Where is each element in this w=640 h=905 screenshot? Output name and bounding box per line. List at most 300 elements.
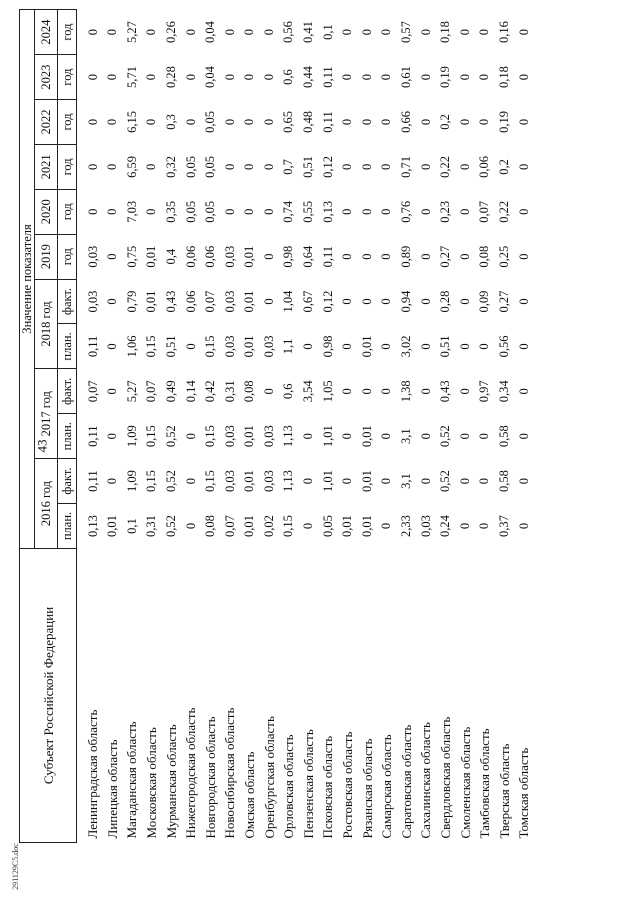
single-year-header: 2021: [35, 144, 58, 189]
value-cell: 0,12: [320, 155, 335, 178]
value-cell: 0: [457, 253, 472, 260]
value-cell: 0,06: [183, 245, 198, 268]
value-cell: 0: [457, 388, 472, 395]
value-cell: 0: [379, 118, 394, 126]
value-cell: 0,01: [242, 245, 257, 268]
table-row: [475, 10, 495, 843]
value-cell: 0: [457, 118, 472, 126]
value-cell: 0: [222, 73, 237, 81]
value-cell: 0: [144, 208, 159, 215]
value-cell: 3,1: [399, 428, 414, 445]
value-cell: 0,11: [320, 111, 335, 133]
year-group-header: 2016 год: [35, 459, 58, 549]
value-cell: 0,56: [281, 21, 296, 44]
value-cell: 0: [379, 253, 394, 260]
document-reference: 291129C5.doc: [10, 843, 20, 890]
value-cell: 5,27: [124, 21, 139, 44]
region-name-cell: Новгородская область: [202, 716, 218, 839]
value-cell: 0,01: [359, 515, 374, 537]
value-cell: 0,24: [438, 515, 453, 537]
year-group-header: 2018 год: [35, 279, 58, 369]
single-year-header: 2020: [35, 189, 58, 234]
value-cell: 0: [105, 73, 120, 81]
value-cell: 0: [379, 208, 394, 215]
value-cell: 0: [418, 163, 433, 170]
value-cell: 0,06: [183, 290, 198, 313]
value-cell: 0: [477, 343, 492, 350]
value-cell: 0: [301, 477, 316, 485]
value-cell: 0: [105, 163, 120, 170]
value-cell: 0,89: [399, 245, 414, 268]
value-cell: 0,58: [497, 470, 512, 493]
table-row: [455, 10, 475, 843]
value-cell: 0: [144, 163, 159, 170]
table-row: [103, 10, 123, 843]
value-cell: 0: [418, 73, 433, 81]
value-cell: 0: [85, 163, 100, 170]
value-cell: 0: [340, 298, 355, 305]
table-row: [299, 10, 319, 843]
value-cell: 0,03: [85, 290, 100, 313]
value-cell: 0,01: [359, 425, 374, 448]
rotated-table-container: [19, 9, 532, 843]
value-cell: 0: [359, 73, 374, 81]
value-cell: 0: [477, 73, 492, 81]
table-row: [279, 10, 299, 843]
region-name-cell: Магаданская область: [124, 721, 140, 839]
value-cell: 2,33: [399, 515, 414, 537]
value-cell: 6,59: [124, 155, 139, 178]
value-cell: 0: [340, 118, 355, 126]
table-row: [122, 10, 142, 843]
value-cell: 0: [261, 118, 276, 126]
value-cell: 0: [516, 388, 531, 395]
value-cell: 0: [516, 253, 531, 260]
value-cell: 0: [301, 343, 316, 350]
value-cell: 0: [516, 163, 531, 170]
value-cell: 0: [183, 522, 198, 530]
value-cell: 0,15: [203, 470, 218, 493]
value-cell: 0,37: [497, 515, 512, 537]
value-cell: 1,01: [320, 425, 335, 448]
value-cell: 0,03: [222, 245, 237, 268]
value-cell: 0: [222, 208, 237, 215]
table-row: [220, 10, 240, 843]
table-row: [377, 10, 397, 843]
value-cell: 0,06: [203, 245, 218, 268]
table-row: [436, 10, 456, 843]
value-cell: 0,42: [203, 380, 218, 403]
value-cell: 0: [516, 298, 531, 305]
value-cell: 0: [359, 163, 374, 170]
value-cell: 0: [457, 163, 472, 170]
value-cell: 0,56: [497, 335, 512, 358]
fact-header: факт.: [58, 279, 77, 324]
region-name-cell: Липецкая область: [104, 739, 120, 839]
value-cell: 0: [261, 163, 276, 170]
value-cell: 0: [516, 208, 531, 215]
value-cell: 6,15: [124, 111, 139, 133]
value-cell: 0,05: [203, 155, 218, 178]
value-cell: 0: [85, 28, 100, 36]
page-number: 43: [34, 439, 50, 453]
value-cell: 0,32: [163, 155, 178, 178]
year-group-header: 2017 год: [35, 369, 58, 459]
value-cell: 0: [105, 208, 120, 215]
value-cell: 0,41: [301, 21, 316, 44]
value-cell: 0,27: [497, 290, 512, 313]
region-name-cell: Тверская область: [496, 743, 512, 839]
value-cell: 0,03: [222, 470, 237, 493]
value-cell: 1,01: [320, 470, 335, 493]
value-cell: 0: [379, 433, 394, 440]
value-cell: 0,11: [85, 470, 100, 492]
region-name-cell: Нижегородская область: [183, 707, 199, 839]
table-row: [181, 10, 201, 843]
value-cell: 0,15: [144, 470, 159, 493]
value-cell: 0,48: [301, 111, 316, 133]
value-cell: 0,28: [163, 66, 178, 89]
region-name-cell: Орловская область: [281, 734, 297, 839]
value-cell: 0,03: [261, 335, 276, 358]
region-name-cell: Ростовская область: [340, 731, 356, 839]
value-cell: 0,01: [242, 515, 257, 537]
value-cell: 1,06: [124, 335, 139, 358]
value-cell: 0: [144, 28, 159, 36]
value-cell: 0,08: [242, 380, 257, 403]
value-cell: 0,14: [183, 380, 198, 403]
value-cell: 0,65: [281, 111, 296, 133]
value-cell: 0: [379, 343, 394, 350]
value-cell: 0,23: [438, 200, 453, 223]
value-cell: 0,07: [85, 380, 100, 403]
table-body: [77, 10, 534, 843]
value-cell: 0,05: [203, 200, 218, 223]
year-suffix-header: год: [58, 189, 77, 234]
value-cell: 3,54: [301, 380, 316, 403]
value-cell: 0: [340, 433, 355, 440]
region-name-cell: Псковская область: [320, 735, 336, 839]
value-cell: 0,67: [301, 290, 316, 313]
value-cell: 0,52: [163, 470, 178, 493]
value-cell: 0,1: [320, 24, 335, 40]
value-cell: 0,08: [203, 515, 218, 537]
value-cell: 0,03: [222, 335, 237, 358]
value-cell: 0: [379, 477, 394, 485]
value-cell: 0: [340, 343, 355, 350]
value-cell: 0,55: [301, 200, 316, 223]
value-cell: 0: [85, 208, 100, 215]
value-cell: 0: [418, 388, 433, 395]
value-cell: 0,61: [399, 66, 414, 89]
region-name-cell: Свердловская область: [437, 716, 453, 839]
value-cell: 0: [183, 28, 198, 36]
table-row: [357, 10, 377, 843]
value-cell: 0: [379, 28, 394, 36]
value-cell: 0: [418, 298, 433, 305]
value-cell: 1,05: [320, 380, 335, 403]
value-cell: 0,22: [438, 155, 453, 178]
value-cell: 0,19: [438, 66, 453, 89]
value-cell: 0,15: [144, 425, 159, 448]
single-year-header: 2022: [35, 100, 58, 145]
value-cell: 0: [261, 208, 276, 215]
value-cell: 0: [359, 388, 374, 395]
table-row: [240, 10, 260, 843]
region-name-cell: Самарская область: [379, 734, 395, 839]
value-cell: 1,13: [281, 470, 296, 493]
value-cell: 5,27: [124, 380, 139, 403]
value-cell: 0,34: [497, 380, 512, 403]
value-cell: 0: [516, 118, 531, 126]
value-cell: 0: [105, 433, 120, 440]
indicator-table: [19, 9, 534, 843]
value-cell: 0,58: [497, 425, 512, 448]
value-cell: 0: [516, 433, 531, 440]
value-cell: 0,11: [320, 66, 335, 88]
value-cell: 0: [105, 477, 120, 485]
value-cell: 0: [418, 343, 433, 350]
value-cell: 0,43: [438, 380, 453, 403]
value-cell: 0: [105, 253, 120, 260]
value-cell: 0,03: [222, 290, 237, 313]
value-cell: 0: [477, 477, 492, 485]
value-cell: 0,3: [163, 114, 178, 130]
value-cell: 0,28: [438, 290, 453, 313]
value-cell: 0,35: [163, 200, 178, 223]
single-year-header: 2023: [35, 55, 58, 100]
value-cell: 0,15: [203, 335, 218, 358]
value-cell: 0: [261, 298, 276, 305]
value-cell: 5,71: [124, 66, 139, 89]
value-cell: 0,75: [124, 245, 139, 268]
value-cell: 0,74: [281, 200, 296, 223]
value-cell: 7,03: [124, 200, 139, 223]
value-cell: 0: [516, 477, 531, 485]
value-cell: 0,51: [438, 335, 453, 358]
value-cell: 0,05: [183, 155, 198, 178]
value-cell: 0: [340, 208, 355, 215]
value-cell: 0: [359, 208, 374, 215]
single-year-header: 2024: [35, 10, 58, 55]
value-cell: 0,01: [359, 470, 374, 493]
region-name-cell: Сахалинская область: [418, 722, 434, 839]
value-cell: 0: [379, 388, 394, 395]
region-name-cell: Мурманская область: [163, 724, 179, 839]
value-cell: 0,76: [399, 200, 414, 223]
value-cell: 0,03: [85, 245, 100, 268]
value-cell: 0: [379, 522, 394, 530]
value-cell: 0,07: [222, 515, 237, 537]
value-cell: 0,51: [301, 155, 316, 178]
value-cell: 0: [340, 477, 355, 485]
value-cell: 0: [301, 433, 316, 440]
table-header: [20, 10, 77, 843]
subject-column-header: Субъект Российской Федерации: [20, 548, 77, 842]
single-year-header: 2019: [35, 234, 58, 279]
table-row: [397, 10, 417, 843]
value-cell: 0,25: [497, 245, 512, 268]
value-cell: 0: [183, 343, 198, 350]
value-cell: 0: [242, 73, 257, 81]
value-cell: 0,4: [163, 248, 178, 265]
value-cell: 0,12: [320, 290, 335, 313]
value-cell: 0: [183, 477, 198, 485]
table-row: [161, 10, 181, 843]
table-row: [318, 10, 338, 843]
value-cell: 0: [340, 253, 355, 260]
value-cell: 0: [301, 522, 316, 530]
value-cell: 0,08: [477, 245, 492, 268]
value-cell: 0,51: [163, 335, 178, 358]
value-cell: 0: [418, 477, 433, 485]
value-cell: 0: [144, 73, 159, 81]
value-cell: 0,44: [301, 66, 316, 89]
value-cell: 0: [222, 163, 237, 170]
value-cell: 0,18: [438, 21, 453, 44]
value-cell: 0,03: [261, 470, 276, 493]
value-cell: 0,06: [477, 155, 492, 178]
value-cell: 0: [379, 163, 394, 170]
value-cell: 0: [477, 28, 492, 36]
value-cell: 0: [261, 73, 276, 81]
value-cell: 0: [242, 28, 257, 36]
value-cell: 0,7: [281, 159, 296, 175]
value-cell: 0,02: [261, 515, 276, 537]
value-cell: 0,11: [320, 245, 335, 268]
value-cell: 0,05: [183, 200, 198, 223]
value-cell: 0,49: [163, 380, 178, 403]
fact-header: факт.: [58, 459, 77, 504]
value-cell: 0,26: [163, 21, 178, 44]
indicator-value-header: Значение показателя: [20, 10, 35, 549]
value-cell: 0: [222, 118, 237, 126]
region-name-cell: Оренбургская область: [261, 716, 277, 839]
value-cell: 0: [183, 433, 198, 440]
value-cell: 0: [457, 28, 472, 36]
value-cell: 0,07: [477, 200, 492, 223]
value-cell: 0,64: [301, 245, 316, 268]
value-cell: 0,66: [399, 111, 414, 133]
value-cell: 0: [183, 118, 198, 126]
region-name-cell: Томская область: [516, 747, 532, 839]
value-cell: 0,97: [477, 380, 492, 403]
value-cell: 0: [477, 118, 492, 126]
value-cell: 0,05: [320, 515, 335, 537]
value-cell: 0,43: [163, 290, 178, 313]
value-cell: 0,11: [85, 425, 100, 447]
value-cell: 0,01: [242, 470, 257, 493]
value-cell: 0: [418, 118, 433, 126]
value-cell: 0,13: [85, 515, 100, 537]
value-cell: 0,15: [203, 425, 218, 448]
value-cell: 0,01: [242, 425, 257, 448]
value-cell: 0,03: [222, 425, 237, 448]
value-cell: 0,19: [497, 111, 512, 133]
value-cell: 0,2: [497, 159, 512, 175]
value-cell: 0: [340, 73, 355, 81]
value-cell: 0: [457, 477, 472, 485]
value-cell: 0: [457, 433, 472, 440]
value-cell: 1,13: [281, 425, 296, 448]
value-cell: 0,31: [222, 380, 237, 403]
value-cell: 0,01: [359, 335, 374, 358]
value-cell: 0,01: [242, 290, 257, 313]
value-cell: 0: [516, 343, 531, 350]
table-row: [514, 10, 534, 843]
value-cell: 0: [516, 28, 531, 36]
value-cell: 0,01: [105, 515, 120, 537]
region-name-cell: Тамбовская область: [477, 728, 493, 839]
region-name-cell: Московская область: [144, 727, 160, 839]
value-cell: 0,2: [438, 114, 453, 130]
value-cell: 3,1: [399, 473, 414, 489]
value-cell: 0,11: [85, 335, 100, 358]
value-cell: 0,6: [281, 69, 296, 85]
value-cell: 0,52: [438, 425, 453, 448]
value-cell: 0: [105, 298, 120, 305]
value-cell: 3,02: [399, 335, 414, 358]
region-name-cell: Новосибирская область: [222, 707, 238, 839]
value-cell: 0,1: [124, 518, 139, 534]
value-cell: 0: [457, 522, 472, 530]
table-row: [259, 10, 279, 843]
value-cell: 0: [242, 118, 257, 126]
value-cell: 1,09: [124, 470, 139, 493]
value-cell: 0,27: [438, 245, 453, 268]
table-row: [77, 10, 103, 843]
value-cell: 1,38: [399, 380, 414, 403]
value-cell: 0: [359, 298, 374, 305]
value-cell: 0: [516, 73, 531, 81]
value-cell: 0: [516, 522, 531, 530]
value-cell: 0: [105, 343, 120, 350]
table-row: [142, 10, 162, 843]
value-cell: 0: [261, 253, 276, 260]
plan-header: план.: [58, 504, 77, 549]
value-cell: 0,94: [399, 290, 414, 313]
value-cell: 0: [85, 118, 100, 126]
value-cell: 0,01: [144, 245, 159, 268]
value-cell: 0: [359, 253, 374, 260]
year-suffix-header: год: [58, 55, 77, 100]
value-cell: 0: [261, 28, 276, 36]
year-suffix-header: год: [58, 234, 77, 279]
table-row: [201, 10, 221, 843]
value-cell: 0: [183, 73, 198, 81]
value-cell: 0: [457, 298, 472, 305]
fact-header: факт.: [58, 369, 77, 414]
value-cell: 0,71: [399, 155, 414, 178]
region-name-cell: Омская область: [242, 751, 258, 839]
value-cell: 0: [418, 253, 433, 260]
value-cell: 0: [418, 28, 433, 36]
value-cell: 0: [477, 522, 492, 530]
region-name-cell: Ленинградская область: [85, 709, 101, 839]
value-cell: 0,04: [203, 66, 218, 89]
plan-header: план.: [58, 324, 77, 369]
value-cell: 0,07: [144, 380, 159, 403]
value-cell: 0,6: [281, 383, 296, 400]
value-cell: 0,01: [340, 515, 355, 537]
value-cell: 0: [105, 28, 120, 36]
value-cell: 0: [477, 433, 492, 440]
value-cell: 0: [379, 73, 394, 81]
value-cell: 0,15: [144, 335, 159, 358]
value-cell: 0: [144, 118, 159, 126]
region-name-cell: Рязанская область: [359, 738, 375, 839]
value-cell: 0: [457, 73, 472, 81]
